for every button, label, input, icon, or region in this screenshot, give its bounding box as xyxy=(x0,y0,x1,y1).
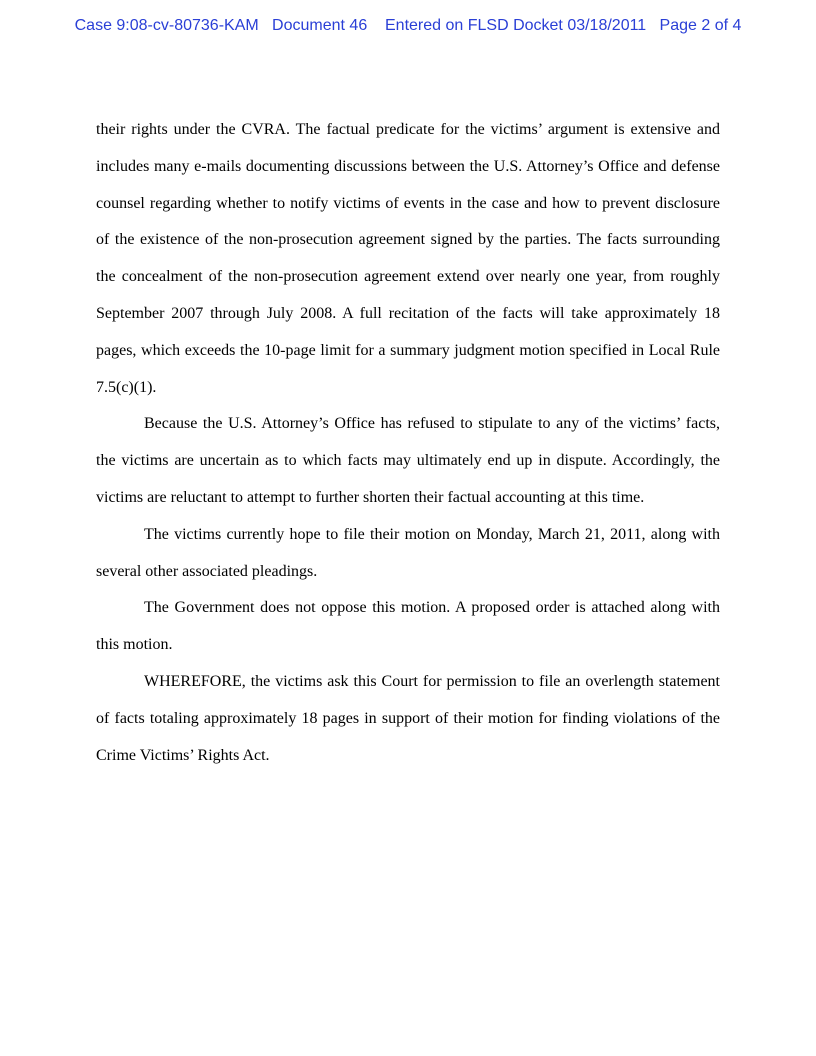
document-number: Document 46 xyxy=(272,17,368,34)
paragraph-wherefore: WHEREFORE, the victims ask this Court for permission to file an overlength statement of facts totaling approximately 18 pages in support of their motion for finding violations of the Crime Victims’ Rights Act. xyxy=(96,672,720,764)
paragraph-filing-date: The victims currently hope to file their motion on Monday, March 21, 2011, along with several other associated pleadings. xyxy=(96,525,720,580)
document-body xyxy=(96,112,720,774)
paragraph-government-position: The Government does not oppose this motion. A proposed order is attached along with this motion. xyxy=(96,599,720,654)
case-number: Case 9:08-cv-80736-KAM xyxy=(74,17,259,34)
docket-entry-date: Entered on FLSD Docket 03/18/2011 xyxy=(385,17,647,34)
docket-header-stamp xyxy=(0,17,816,35)
page-indicator: Page 2 of 4 xyxy=(659,17,742,34)
paragraph-continuation: their rights under the CVRA. The factual predicate for the victims’ argument is extensive and includes many e-mails documenting discussions between the U.S. Attorney’s Office and defense counsel regarding whether to notify victims of events in the case and how to prevent disclosure of the existence of the non-prosecution agreement signed by the parties. The facts surrounding the concealment of the non-prosecution agreement extend over nearly one year, from roughly September 2007 through July 2008. A full recitation of the facts will take approximately 18 pages, which exceeds the 10-page limit for a summary judgment motion specified in Local Rule 7.5(c)(1). xyxy=(96,121,720,396)
paragraph-stipulation: Because the U.S. Attorney’s Office has refused to stipulate to any of the victims’ facts, the victims are uncertain as to which facts may ultimately end up in dispute. Accordingly, the victims are reluctant to attempt to further shorten their factual accounting at this time. xyxy=(96,415,720,506)
